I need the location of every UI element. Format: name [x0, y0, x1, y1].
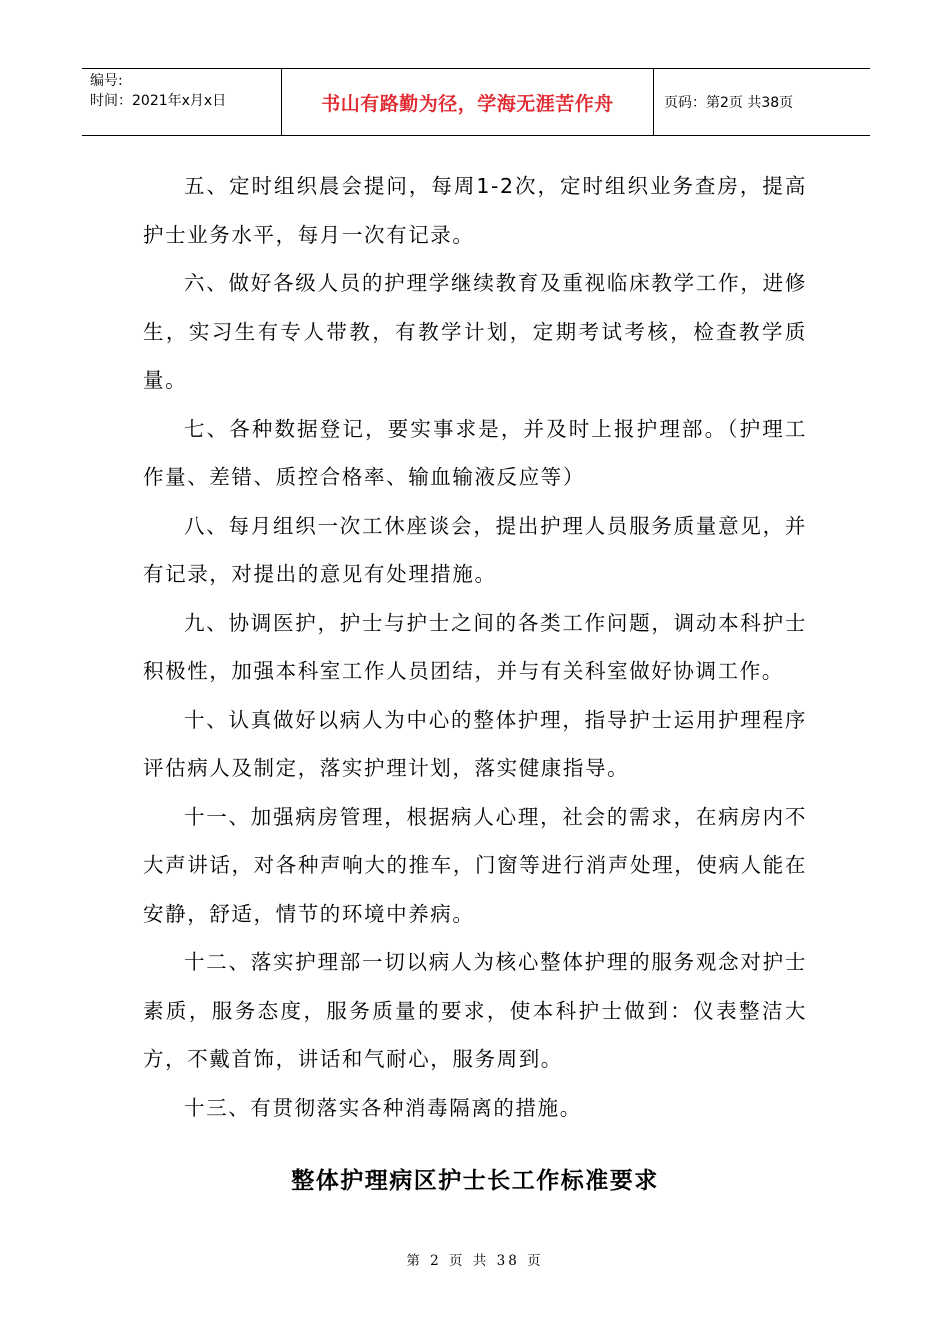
section-heading: 整体护理病区护士长工作标准要求 [291, 1168, 659, 1194]
header-page-info: 页码：第2页 共38页 [664, 95, 794, 111]
paragraph-12: 十二、落实护理部一切以病人为核心整体护理的服务观念对护士素质，服务态度，服务质量的要求，使本科护士做到：仪表整洁大方，不戴首饰，讲话和气耐心，服务周到。 [143, 950, 807, 1071]
serial-label: 编号: [90, 73, 123, 89]
paragraph-10: 十、认真做好以病人为中心的整体护理，指导护士运用护理程序评估病人及制定，落实护理计划，落实健康指导。 [143, 707, 807, 780]
time-label: 时间：2021年x月x日 [90, 93, 227, 109]
document-body [143, 162, 807, 1132]
header-motto: 书山有路勤为径，学海无涯苦作舟 [282, 69, 654, 135]
paragraph-7: 七、各种数据登记，要实事求是，并及时上报护理部。（护理工作量、差错、质控合格率、输血输液反应等） [143, 416, 807, 489]
header-meta-cell [82, 69, 282, 135]
paragraph-9: 九、协调医护，护士与护士之间的各类工作问题，调动本科护士积极性，加强本科室工作人员团结，并与有关科室做好协调工作。 [143, 610, 807, 683]
paragraph-6: 六、做好各级人员的护理学继续教育及重视临床教学工作，进修生，实习生有专人带教，有教学计划，定期考试考核，检查教学质量。 [143, 271, 807, 392]
page-footer: 第 2 页 共 38 页 [406, 1253, 544, 1269]
page-header [82, 68, 870, 136]
paragraph-5: 五、定时组织晨会提问，每周1-2次，定时组织业务查房，提高护士业务水平，每月一次有记录。 [143, 174, 807, 247]
paragraph-13: 十三、有贯彻落实各种消毒隔离的措施。 [184, 1095, 582, 1120]
paragraph-8: 八、每月组织一次工休座谈会，提出护理人员服务质量意见，并有记录，对提出的意见有处理措施。 [143, 513, 807, 586]
paragraph-11: 十一、加强病房管理，根据病人心理，社会的需求，在病房内不大声讲话，对各种声响大的推车，门窗等进行消声处理，使病人能在安静，舒适，情节的环境中养病。 [143, 804, 807, 926]
